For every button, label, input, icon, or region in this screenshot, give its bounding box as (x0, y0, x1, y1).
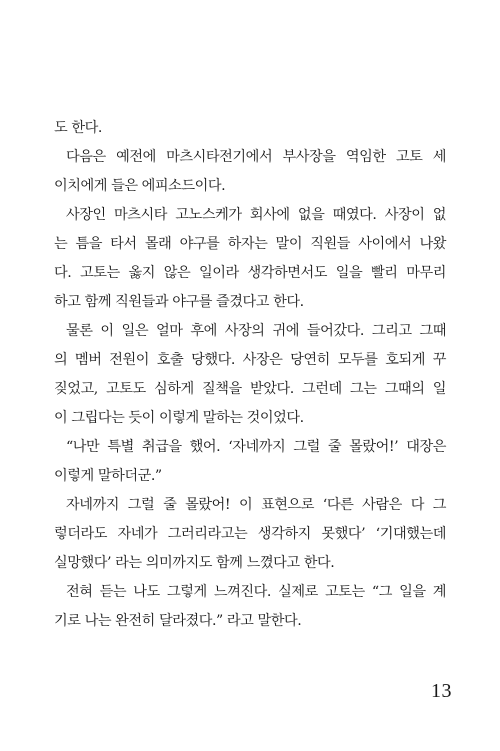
quote-line: 이렇게 말하더군.” (54, 468, 162, 484)
text-line: 다. 고토는 옳지 않은 일이라 생각하면서도 일을 빨리 마무리 (54, 265, 446, 281)
page-number: 13 (431, 680, 452, 702)
text-line: 기로 나는 완전히 달라졌다.” 라고 말한다. (54, 613, 302, 629)
text-line: 하고 함께 직원들과 야구를 즐겼다고 한다. (54, 294, 304, 310)
text-line: 이치에게 들은 에피소드이다. (54, 178, 226, 194)
paragraph-start-line: 물론 이 일은 얼마 후에 사장의 귀에 들어갔다. 그리고 그때 (66, 323, 446, 339)
text-line: 렇더라도 자네가 그러리라고는 생각하지 못했다’ ‘기대했는데 (54, 526, 446, 542)
paragraph-start-line: 전혀 듣는 나도 그렇게 느껴진다. 실제로 고토는 “그 일을 계 (66, 584, 446, 600)
text-line: 실망했다’ 라는 의미까지도 함께 느꼈다고 한다. (54, 555, 335, 571)
paragraph-start-line: 자네까지 그럴 줄 몰랐어! 이 표현으로 ‘다른 사람은 다 그 (66, 497, 446, 513)
text-line: 짖었고, 고토도 심하게 질책을 받았다. 그런데 그는 그때의 일 (54, 381, 446, 397)
paragraph-start-line: 사장인 마츠시타 고노스케가 회사에 없을 때였다. 사장이 없 (66, 207, 446, 223)
quote-line: “나만 특별 취급을 했어. ‘자네까지 그럴 줄 몰랐어!’ 대장은 (66, 439, 446, 455)
text-line: 의 멤버 전원이 호출 당했다. 사장은 당연히 모두를 호되게 꾸 (54, 352, 446, 368)
paragraph-start-line: 다음은 예전에 마츠시타전기에서 부사장을 역임한 고토 세 (66, 149, 446, 165)
text-line: 도 한다. (54, 120, 102, 136)
text-line: 이 그립다는 듯이 이렇게 말하는 것이었다. (54, 410, 304, 426)
text-line: 는 틈을 타서 몰래 야구를 하자는 말이 직원들 사이에서 나왔 (54, 236, 446, 252)
body-text (54, 114, 446, 636)
